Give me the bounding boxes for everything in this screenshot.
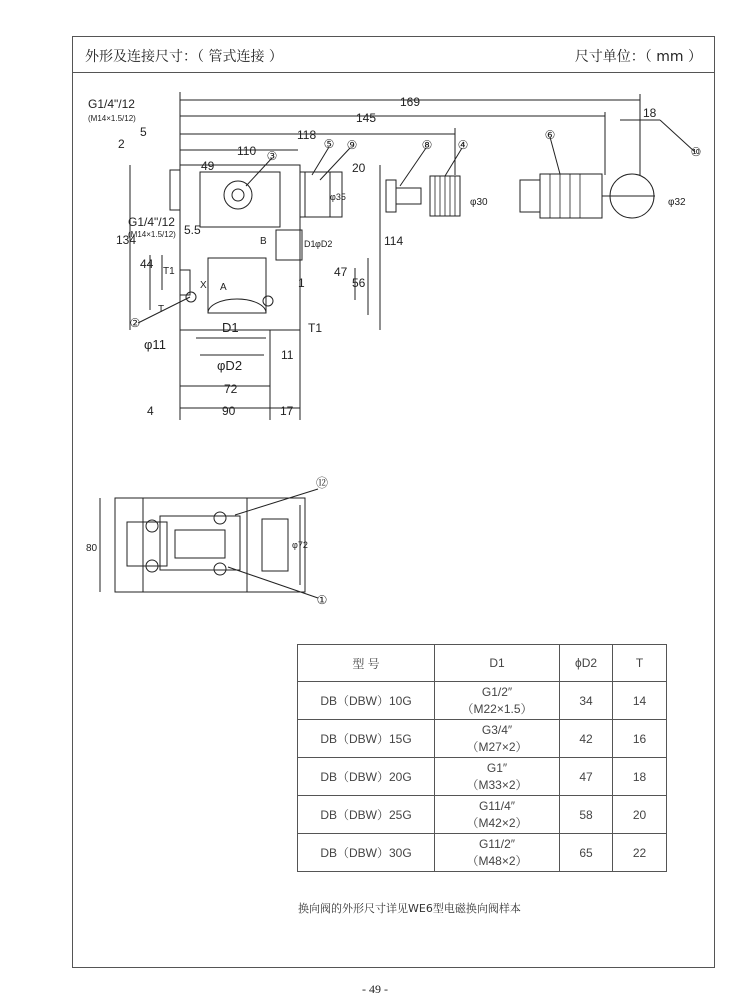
table-row: [298, 682, 667, 720]
thread-top-sub: (M14×1.5/12): [88, 114, 136, 123]
cell-t: 22: [613, 834, 667, 872]
cell-model: DB（DBW）20G: [298, 758, 435, 796]
dim-20: 20: [352, 161, 366, 175]
header-model: 型 号: [298, 645, 435, 682]
callout-3: ③: [266, 149, 278, 163]
callout-8: ⑧: [421, 138, 433, 152]
cell-t: 16: [613, 720, 667, 758]
thread-top: G1/4"/12: [88, 97, 135, 111]
dim-110: 110: [237, 144, 257, 158]
dim-phi32: φ32: [668, 197, 686, 208]
dim-phi11: φ11: [144, 337, 166, 352]
dim-phi72: φ72: [292, 540, 308, 550]
label-T1: T1: [163, 266, 175, 277]
dim-phiD2: φD2: [217, 358, 243, 373]
cell-t: 14: [613, 682, 667, 720]
callout-5: ⑤: [323, 137, 335, 151]
dim-90: 90: [222, 404, 236, 418]
valve-top-block: [200, 172, 280, 227]
table-row: [298, 796, 667, 834]
table-row: [298, 758, 667, 796]
cell-d1: G1″ （M33×2）: [435, 758, 560, 796]
table-row: [298, 720, 667, 758]
header-d1: D1: [435, 645, 560, 682]
callout-4: ④: [457, 138, 469, 152]
cell-model: DB（DBW）15G: [298, 720, 435, 758]
dim-11: 11: [281, 348, 294, 362]
label-T: T: [158, 304, 165, 315]
cell-model: DB（DBW）30G: [298, 834, 435, 872]
thread-mid-sub: (M14×1.5/12): [128, 230, 176, 239]
screw-right: [263, 296, 273, 306]
dim-169: 169: [400, 95, 421, 109]
port-X: X: [200, 280, 207, 291]
dim-114: 114: [384, 234, 404, 248]
cell-d1: G11/4″ （M42×2）: [435, 796, 560, 834]
dim-D1: D1: [222, 320, 239, 335]
dim-80: 80: [86, 543, 98, 554]
cell-t: 20: [613, 796, 667, 834]
dim-134: 134: [116, 233, 137, 247]
dim-1: 1: [298, 276, 305, 290]
cell-model: DB（DBW）25G: [298, 796, 435, 834]
unit-label: 尺寸单位：（ mm ）: [574, 49, 702, 65]
cell-d2: 58: [560, 796, 613, 834]
port-B: B: [260, 236, 267, 247]
dim-18: 18: [643, 106, 657, 120]
dim-4: 4: [147, 404, 154, 418]
header-t: T: [613, 645, 667, 682]
callout-2: ②: [129, 316, 141, 330]
section-title: 外形及连接尺寸：（ 管式连接 ）: [85, 49, 283, 65]
callout-9: ⑨: [346, 138, 358, 152]
knob-8: [386, 180, 396, 212]
dim-44: 44: [140, 257, 154, 271]
dim-5-5: 5.5: [184, 223, 201, 237]
thread-mid: G1/4"/12: [128, 215, 175, 229]
cell-t: 18: [613, 758, 667, 796]
callout-1: ①: [316, 593, 328, 607]
page-number: - 49 -: [362, 982, 388, 996]
cell-model: DB（DBW）10G: [298, 682, 435, 720]
port-a-cavity: [208, 258, 266, 313]
cell-d2: 65: [560, 834, 613, 872]
port-circle-3: [224, 181, 252, 209]
dim-phi30: φ30: [470, 197, 488, 208]
cell-d1: G3/4″ （M27×2）: [435, 720, 560, 758]
table-row: [298, 834, 667, 872]
dim-phiD2-v: φD2: [315, 239, 333, 249]
callout-10: ⑩: [690, 145, 702, 159]
callout-6: ⑥: [544, 128, 556, 142]
header-d2: ϕD2: [560, 645, 613, 682]
lock-6: [540, 174, 602, 218]
dim-17: 17: [280, 404, 294, 418]
label-T1-b: T1: [308, 321, 323, 335]
cell-d2: 34: [560, 682, 613, 720]
dim-phi35: φ35: [330, 192, 346, 202]
dim-56: 56: [352, 276, 366, 290]
screw-left: [186, 292, 196, 302]
cell-d2: 47: [560, 758, 613, 796]
dim-D1-v: D1: [304, 239, 316, 249]
cell-d1: G1/2″ （M22×1.5）: [435, 682, 560, 720]
cell-d1: G11/2″ （M48×2）: [435, 834, 560, 872]
port-A: A: [220, 282, 227, 293]
callout-12: ⑫: [315, 476, 329, 490]
dim-118: 118: [297, 128, 317, 142]
spec-table: [297, 644, 667, 872]
cell-d2: 42: [560, 720, 613, 758]
dim-5: 5: [140, 125, 147, 139]
table-header-row: [298, 645, 667, 682]
footnote: 换向阀的外形尺寸详见WE6型电磁换向阀样本: [298, 902, 521, 915]
dim-145: 145: [356, 111, 377, 125]
dim-49: 49: [201, 159, 215, 173]
dim-47: 47: [334, 265, 348, 279]
dim-2: 2: [118, 137, 125, 151]
dim-72: 72: [224, 382, 238, 396]
